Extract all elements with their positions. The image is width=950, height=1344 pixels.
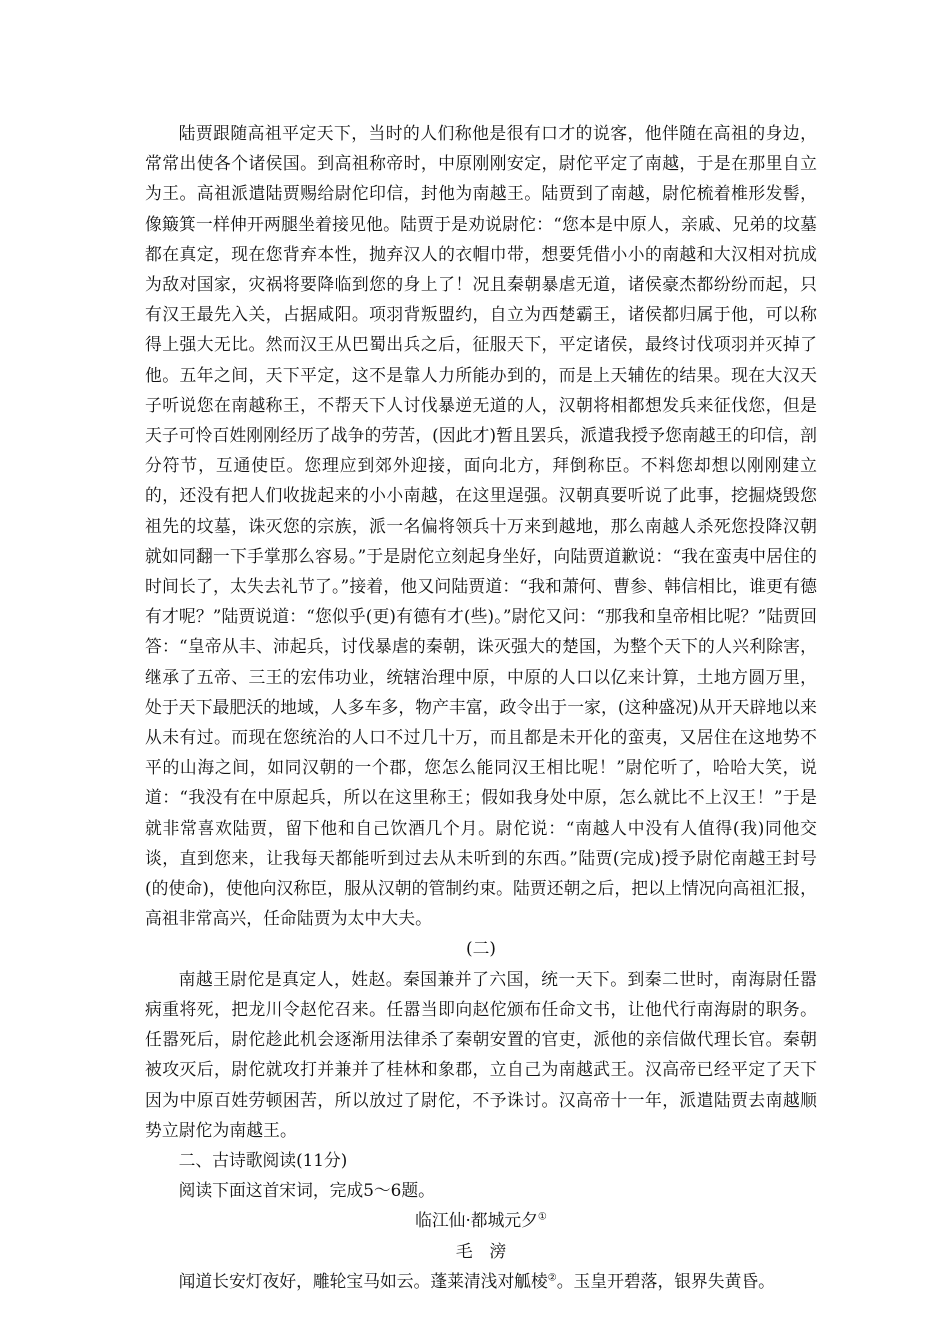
document-page [145,118,817,1296]
section-two-marker: (二) [466,938,496,959]
poem-title-text: 临江仙·都城元夕 [415,1210,538,1231]
poem-line-footnote-mark: ② [547,1272,557,1284]
poem-author: 毛滂 [455,1240,523,1261]
poem-line-part-two: 。玉皇开碧落，银界失黄昏。 [556,1270,775,1291]
poem-title [145,1205,817,1235]
poem-line-part-one: 闻道长安灯夜好，雕轮宝马如云。蓬莱清浅对觚棱 [178,1270,548,1291]
part-two-heading: 二、古诗歌阅读(11分) [178,1149,348,1170]
reading-instruction: 阅读下面这首宋词，完成5～6题。 [178,1180,435,1201]
passage-two-paragraph: 南越王尉佗是真定人，姓赵。秦国兼并了六国，统一天下。到秦二世时，南海尉任嚣病重将死，把龙川令赵佗召来。任嚣当即向赵佗颁布任命文书，让他代行南海尉的职务。任嚣死后，尉佗趁此机会逐渐用法律杀了秦朝安置的官吏，派他的亲信做代理长官。秦朝被攻灭后，尉佗就攻打并兼并了桂林和象郡，立自己为南越武王。汉高帝已经平定了天下因为中原百姓劳顿困苦，所以放过了尉佗，不予诛讨。汉高帝十一年，派遣陆贾去南越顺势立尉佗为南越王。 [145,968,817,1140]
passage-one-paragraph: 陆贾跟随高祖平定天下，当时的人们称他是很有口才的说客，他伴随在高祖的身边，常常出使各个诸侯国。到高祖称帝时，中原刚刚安定，尉佗平定了南越，于是在那里自立为王。高祖派遣陆贾赐给尉佗印信，封他为南越王。陆贾到了南越，尉佗梳着椎形发髻，像簸箕一样伸开两腿坐着接见他。陆贾于是劝说尉佗：“您本是中原人，亲戚、兄弟的坟墓都在真定，现在您背弃本性，抛弃汉人的衣帽巾带，想要凭借小小的南越和大汉相对抗成为敌对国家，灾祸将要降临到您的身上了！况且秦朝暴虐无道，诸侯豪杰都纷纷而起，只有汉王最先入关，占据咸阳。项羽背叛盟约，自立为西楚霸王，诸侯都归属于他，可以称得上强大无比。然而汉王从巴蜀出兵之后，征服天下，平定诸侯，最终讨伐项羽并灭掉了他。五年之间，天下平定，这不是靠人力所能办到的，而是上天辅佐的结果。现在大汉天子听说您在南越称王，不帮天下人讨伐暴逆无道的人，汉朝将相都想发兵来征伐您，但是天子可怜百姓刚刚经历了战争的劳苦，(因此才)暂且罢兵，派遣我授予您南越王的印信，剖分符节，互通使臣。您理应到郊外迎接，面向北方，拜倒称臣。不料您却想以刚刚建立的，还没有把人们收拢起来的小小南越，在这里逞强。汉朝真要听说了此事，挖掘烧毁您祖先的坟墓，诛灭您的宗族，派一名偏将领兵十万来到越地，那么南越人杀死您投降汉朝就如同翻一下手掌那么容易。”于是尉佗立刻起身坐好，向陆贾道歉说：“我在蛮夷中居住的时间长了，太失去礼节了。”接着，他又问陆贾道：“我和萧何、曹参、韩信相比，谁更有德有才呢？”陆贾说道：“您似乎(更)有德有才(些)。”尉佗又问：“那我和皇帝相比呢？”陆贾回答：“皇帝从丰、沛起兵，讨伐暴虐的秦朝，诛灭强大的楚国，为整个天下的人兴利除害，继承了五帝、三王的宏伟功业，统辖治理中原，中原的人口以亿来计算，土地方圆万里，处于天下最肥沃的地域，人多车多，物产丰富，政令出于一家，(这种盛况)从开天辟地以来从未有过。而现在您统治的人口不过几十万，而且都是未开化的蛮夷，又居住在这地势不平的山海之间，如同汉朝的一个郡，您怎么能同汉王相比呢！”尉佗听了，哈哈大笑，说道：“我没有在中原起兵，所以在这里称王；假如我身处中原，怎么就比不上汉王！”于是就非常喜欢陆贾，留下他和自己饮酒几个月。尉佗说：“南越人中没有人值得(我)同他交谈，直到您来，让我每天都能听到过去从未听到的东西。”陆贾(完成)授予尉佗南越王封号(的使命)，使他向汉称臣，服从汉朝的管制约束。陆贾还朝之后，把以上情况向高祖汇报，高祖非常高兴，任命陆贾为太中大夫。 [145,123,817,929]
poem-first-line [145,1266,817,1296]
poem-title-footnote-mark: ① [537,1211,547,1223]
